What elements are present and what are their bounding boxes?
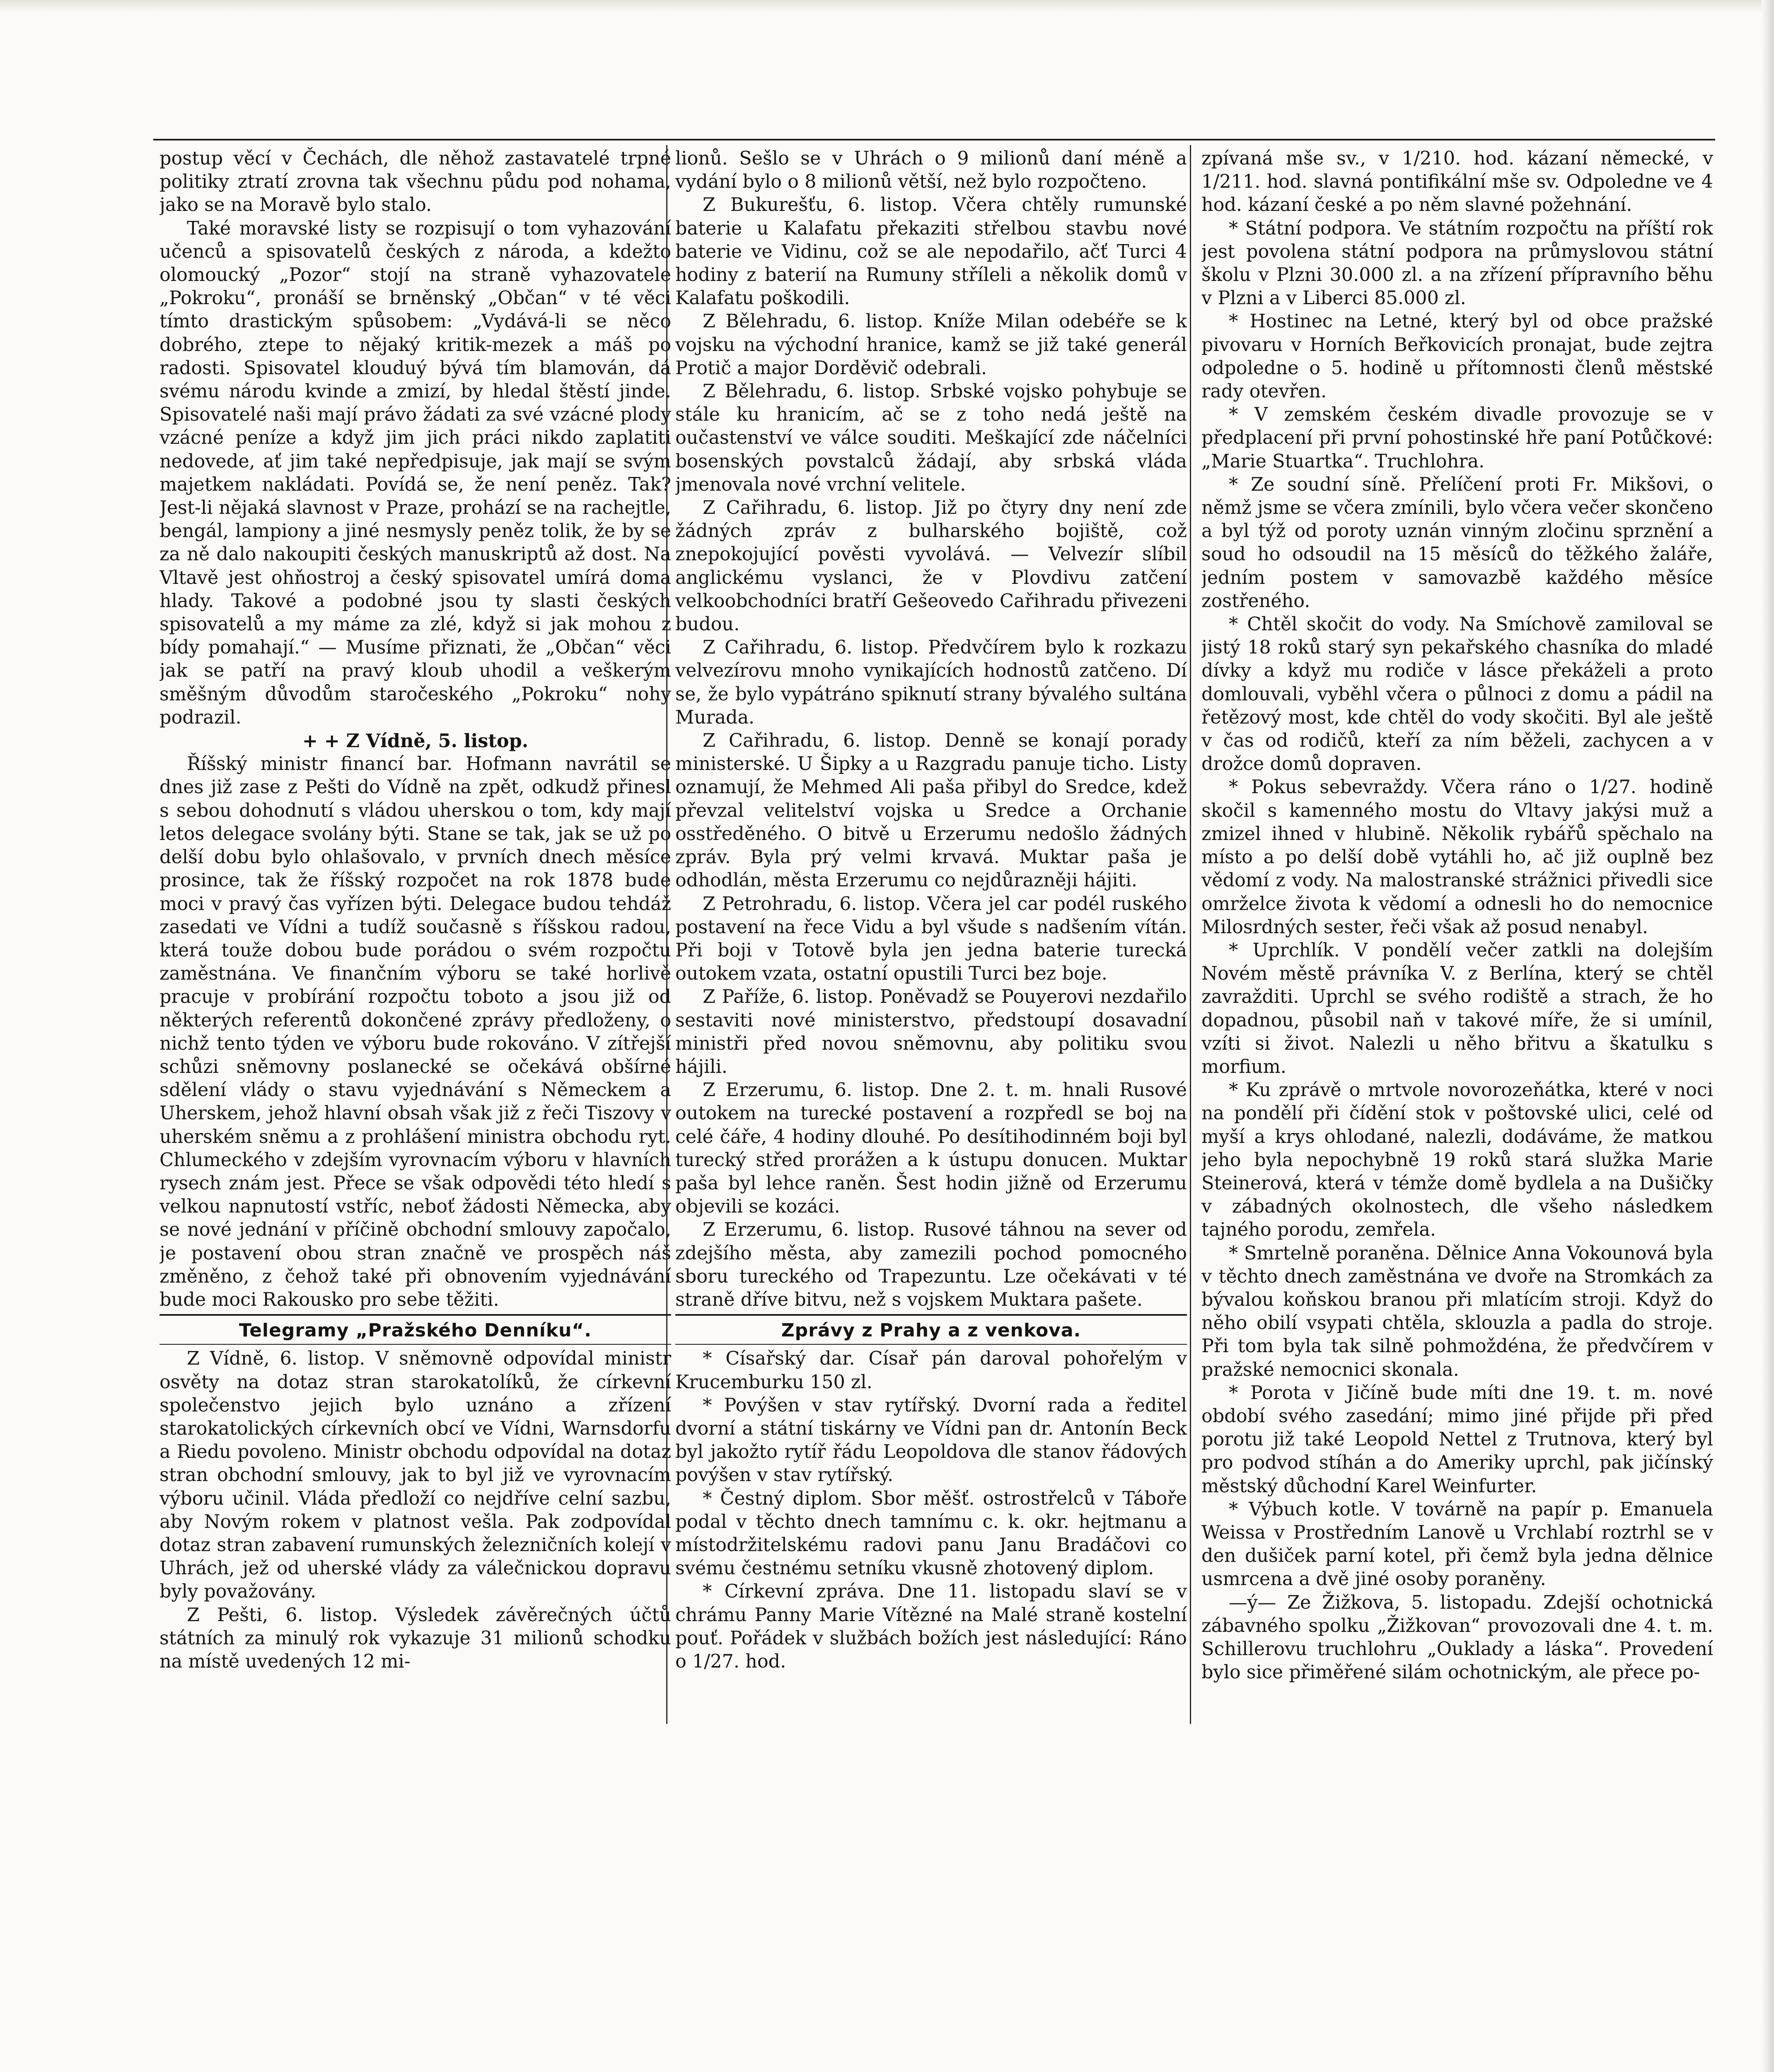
page-top-edge — [0, 0, 1774, 12]
article-paragraph: zpívaná mše sv., v 1/210. hod. kázaní německé, v 1/211. hod. slavná pontifikální mše sv. Odpoledne ve 4 hod. kázaní české a po něm slavné požehnání. — [1201, 148, 1713, 216]
article-paragraph: Z Bělehradu, 6. listop. Srbské vojsko pohybuje se stále ku hranicím, ač se z toho nedá ještě na oučastenství ve válce souditi. Meškající zde náčelníci bosenských povstalců žádají, aby srbská vláda jmenovala nové vrchní velitele. — [675, 381, 1187, 495]
article-paragraph: * Církevní zpráva. Dne 11. listopadu slaví se v chrámu Panny Marie Vítězné na Malé straně kostelní pouť. Pořádek v službách božích jest následující: Ráno o 1/27. hod. — [675, 1581, 1187, 1672]
article-paragraph: Říšský ministr financí bar. Hofmann navrátil se dnes již zase z Pešti do Vídně na zpět, odkudž přinesl s sebou dohodnutí s vládou uherskou o tom, kdy mají letos delegace svolány býti. Stane se tak, jak se už po delší dobu bylo ohlašovalo, v prvních dnech měsíce prosince, tak že říšský rozpočet na rok 1878 bude moci v pravý čas vyřízen býti. Delegace budou tehdáž zasedati ve Vídni a tudíž současně s říšskou radou, která touže dobou bude porádou o svém rozpočtu zaměstnána. Ve finančním výboru se také horlivě pracuje v probírání rozpočtu toboto a jsou již od některých referentů dokončené zprávy předloženy, o nichž tento týden ve výboru bude rokováno. V zítřejší schůzi sněmovny poslanecké se očekává obšírné sdělení vlády o stavu vyjednávání s Německem a Uherskem, jehož hlavní obsah však již z řeči Tiszovy v uherském sněmu a z prohlášení ministra obchodu ryt. Chlumeckého v zdejším vyrovnacím výboru v hlavních rysech znám jest. Přece se však odpovědi této hledí s velkou napnutostí vstříc, neboť žádosti Německa, aby se nové jednání v příčině obchodní smlouvy započalo, je postavení obou stran značně ve prospěch náš změněno, z čehož také při obnovením vyjednávání bude moci Rakousko pro sebe těžiti. — [160, 753, 671, 1310]
article-paragraph: * Porota v Jičíně bude míti dne 19. t. m. nové období svého zasedání; mimo jiné přijde při před porotu již také Leopold Nettel z Trutnova, který byl pro podvod stíhán a do Ameriky uprchl, pak jičínský městský důchodní Karel Weinfurter. — [1201, 1382, 1713, 1497]
article-paragraph: Z Petrohradu, 6. listop. Včera jel car podél ruského postavení na řece Vidu a byl všude s nadšením vítán. Při boji v Totově byla jen jedna baterie turecká outokem vzata, ostatní opustili Turci bez boje. — [675, 893, 1187, 985]
article-paragraph: Z Erzerumu, 6. listop. Dne 2. t. m. hnali Rusové outokem na turecké postavení a rozpředl se boj na celé čáře, 4 hodiny dlouhé. Po desítihodinném boji byl turecký střed prorážen a k ústupu donucen. Muktar paša byl lehce raněn. Šest hodin jižně od Erzerumu objevili se kozáci. — [675, 1080, 1187, 1218]
article-paragraph: Z Pešti, 6. listop. Výsledek závěrečných účtů státních za minulý rok vykazuje 31 milionů schodku na místě uvedených 12 mi- — [160, 1604, 671, 1672]
article-paragraph: * Chtěl skočit do vody. Na Smíchově zamiloval se jistý 18 roků starý syn pekařského chasníka do mladé dívky a když mu rodiče v lásce překáželi a proto domlouvali, vyběhl včera o půlnoci z domu a pádil na řetězový most, kde chtěl do vody skočiti. Byl ale ještě v čas od rodičů, kteří za ním běželi, zachycen a v drožce domů dopraven. — [1201, 614, 1713, 775]
article-paragraph: * V zemském českém divadle provozuje se v předplacení při první pohostinské hře paní Potůčkové: „Marie Stuartka“. Truchlohra. — [1201, 404, 1713, 472]
dateline: + + Z Vídně, 5. listop. — [302, 730, 529, 752]
article-paragraph: Z Vídně, 6. listop. V sněmovně odpovídal ministr osvěty na dotaz stran starokatolíků, že církevní společenstvo jejich bylo uznáno a zřízení starokatolických církevních obcí ve Vídni, Warnsdorfu a Riedu povoleno. Ministr obchodu odpovídal na dotaz stran obchodní smlouvy, jak to byl již ve vyrovnacím výboru učinil. Vláda předloží co nejdříve celní sazbu, aby Novým rokem v platnost vešla. Pak zodpovídal dotaz stran zabavení rumunských železničních kolejí v Uhrách, jež od uherské vlády za válečnickou dopravu byly považovány. — [160, 1348, 671, 1602]
article-paragraph: * Pokus sebevraždy. Včera ráno o 1/27. hodině skočil s kamenného mostu do Vltavy jakýsi muž a zmizel ihned v hlubině. Několik rybářů spěchalo na místo a po delší době vytáhli ho, ač již ouplně bez vědomí z vody. Na malostranské strážnici přivedli sice omrželce života k vědomí a odnesli ho do nemocnice Milosrdných sester, řeči však až posud nenabyl. — [1201, 777, 1713, 938]
section-rule — [160, 1314, 671, 1316]
article-paragraph: Z Paříže, 6. listop. Poněvadž se Pouyerovi nezdařilo sestaviti nové ministerstvo, předstoupí dosavadní ministři před novou sněmovnu, aby politiku svou hájili. — [675, 986, 1187, 1077]
column-2 — [675, 147, 1187, 1813]
article-paragraph: * Uprchlík. V pondělí večer zatkli na dolejším Novém městě právníka V. z Berlína, který se chtěl zavražditi. Uprchl se svého rodiště a strach, že ho dopadnou, působil naň v takové míře, že si umínil, vzíti si život. Nalezli u něho břitvu a škatulku s morfium. — [1201, 939, 1713, 1077]
article-paragraph: Z Cařihradu, 6. listop. Předvčírem bylo k rozkazu velvezírovu mnoho vynikajících hodnostů zatčeno. Dí se, že bylo vypátráno spiknutí strany bývalého sultána Murada. — [675, 637, 1187, 728]
article-paragraph: * Čestný diplom. Sbor měšť. ostrostřelců v Táboře podal v těchto dnech tamnímu c. k. okr. hejtmanu a místodržitelskému radovi panu Janu Bradáčovi co svému čestnému setníku vkusně zhotovený diplom. — [675, 1488, 1187, 1579]
headline-underline — [160, 1344, 671, 1345]
header-rule — [153, 139, 1715, 140]
page-right-edge — [1762, 0, 1774, 2072]
article-paragraph: Z Bělehradu, 6. listop. Kníže Milan odebéře se k vojsku na východní hranice, kamž se již také generál Protič a major Dorděvič odebrali. — [675, 311, 1187, 379]
article-paragraph: —ý— Ze Žižkova, 5. listopadu. Zdejší ochotnická zábavného spolku „Žižkovan“ provozovali dne 4. t. m. Schillerovu truchlohru „Ouklady a láska“. Provedení bylo sice přiměřené silám ochotnickým, ale přece po- — [1201, 1592, 1713, 1683]
article-paragraph: Z Erzerumu, 6. listop. Rusové táhnou na sever od zdejšího města, aby zamezili pochod pomocného sboru tureckého od Trapezuntu. Lze očekávati v té straně dříve bitvu, než s vojskem Muktara pašete. — [675, 1219, 1187, 1310]
article-paragraph: * Státní podpora. Ve státním rozpočtu na příští rok jest povolena státní podpora na průmyslovou státní školu v Plzni 30.000 zl. a na zřízení přípravního běhu v Plzni a v Liberci 85.000 zl. — [1201, 218, 1713, 309]
section-headline: Zprávy z Prahy a z venkova. — [781, 1320, 1081, 1341]
section-rule — [675, 1314, 1187, 1316]
article-paragraph: Z Cařihradu, 6. listop. Denně se konají porady ministerské. U Šipky a u Razgradu panuje ticho. Listy oznamují, že Mehmed Ali paša přibyl do Sredce, kdež převzal velitelství vojska u Sredce a Orchanie osstředěného. O bitvě u Erzerumu nedošlo žádných zpráv. Byla prý velmi krvavá. Muktar paša je odhodlán, města Erzerumu co nejdůrazněji hájiti. — [675, 730, 1187, 891]
article-paragraph: lionů. Sešlo se v Uhrách o 9 milionů daní méně a vydání bylo o 8 milionů větší, než bylo rozpočteno. — [675, 148, 1187, 193]
article-paragraph: * Hostinec na Letné, který byl od obce pražské pivovaru v Horních Beřkovicích pronajat, bude zejtra odpoledne o 5. hodině u přítomnosti členů městské rady otevřen. — [1201, 311, 1713, 402]
article-paragraph: Také moravské listy se rozpisují o tom vyhazování učenců a spisovatelů českých z národa, a kdežto olomoucký „Pozor“ stojí na straně vyhazovatele „Pokroku“, pronáší se brněnský „Občan“ v té věci tímto drastickým spůsobem: „Vydává-li se něco dobrého, ztepe to nějaký kritik-mezek a máš po radosti. Spisovatel klouduý bývá tím blamován, dá svému národu kvinde a zmizí, by hledal štěstí jinde. Spisovatelé naši mají právo žádati za své vzácné plody vzácné peníze a když jim jich práci nikdo zaplatiti nedovede, ať jim také nepředpisuje, jak mají se svým majetkem nakládati. Povídá se, že není peněz. Tak? Jest-li nějaká slavnost v Praze, prohází se na rachejtle, bengál, lampiony a jiné nesmysly peněz tolik, že by se za ně dalo nakoupiti českých manuskriptů až dost. Na Vltavě jest ohňostroj a český spisovatel umírá doma hlady. Takové a podobné jsou ty slasti českých spisovatelů a my máme za zlé, když si jak mohou z bídy pomahají.“ — Musíme přiznati, že „Občan“ věci jak se patří na pravý kloub uhodil a veškerým směšným důvodům staročeského „Pokroku“ nohy podrazil. — [160, 218, 671, 728]
article-paragraph: * Ku zprávě o mrtvole novorozeňátka, které v noci na pondělí při čídění stok v poštovské ulici, celé od myší a krys ohlodané, nalezli, dodáváme, že matkou jeho byla nepochybně 19 roků stará služka Marie Steinerová, která v témže domě bydlela a na Dušičky v zábadných okolnostech, dle všeho následkem tajného porodu, zemřela. — [1201, 1080, 1713, 1241]
article-paragraph: Z Cařihradu, 6. listop. Již po čtyry dny není zde žádných zpráv z bulharského bojiště, což znepokojující pověsti vyvolává. — Velvezír slíbil anglickému vyslanci, že v Plovdivu zatčení velkoobchodníci bratří Gešeovedo Cařihradu přivezeni budou. — [675, 497, 1187, 635]
article-paragraph: * Výbuch kotle. V továrně na papír p. Emanuela Weissa v Prostředním Lanově u Vrchlabí roztrhl se v den dušiček parní kotel, při čemž byla jedna dělnice usmrcena a dvě jiné osoby poraněny. — [1201, 1498, 1713, 1590]
section-headline: Telegramy „Pražského Denníku“. — [239, 1320, 592, 1341]
article-paragraph: Z Bukurešťu, 6. listop. Včera chtěly rumunské baterie u Kalafatu překaziti střelbou stavbu nové baterie ve Vidinu, což se ale nepodařilo, ačť Turci 4 hodiny z baterií na Rumuny stříleli a několik domů v Kalafatu poškodili. — [675, 194, 1187, 309]
article-paragraph: * Smrtelně poraněna. Dělnice Anna Vokounová byla v těchto dnech zaměstnána ve dvoře na Stromkách za bývalou koňskou branou při mlatícím stroji. Když do něho obilí vsypati chtěla, sklouzla a padla do stroje. Při tom byla tak silně pohmoždéna, že předvčírem v pražské nemocnici skonala. — [1201, 1242, 1713, 1380]
column-divider-2 — [1190, 145, 1191, 1724]
article-paragraph: * Ze soudní síně. Přelíčení proti Fr. Mikšovi, o němž jsme se včera zmínili, bylo včera večer skončeno a byl týž od poroty uznán vinným zločinu sprznění a soud ho odsoudil na 15 měsíců do těžkého žaláře, jedním postem v samovazbě každého měsíce zostřeného. — [1201, 474, 1713, 612]
article-paragraph: * Povýšen v stav rytířský. Dvorní rada a ředitel dvorní a státní tiskárny ve Vídni pan dr. Antonín Beck byl jakožto rytíř řádu Leopoldova dle stanov řádových povýšen v stav rytířský. — [675, 1394, 1187, 1486]
column-1 — [160, 147, 671, 1813]
headline-underline — [675, 1344, 1187, 1345]
article-paragraph: postup věcí v Čechách, dle něhož zastavatelé trpné politiky ztratí zrovna tak všechnu půdu pod nohama, jako se na Moravě bylo stalo. — [160, 148, 671, 216]
article-paragraph: * Císařský dar. Císař pán daroval pohořelým v Krucemburku 150 zl. — [675, 1348, 1187, 1393]
column-3 — [1201, 147, 1713, 1813]
